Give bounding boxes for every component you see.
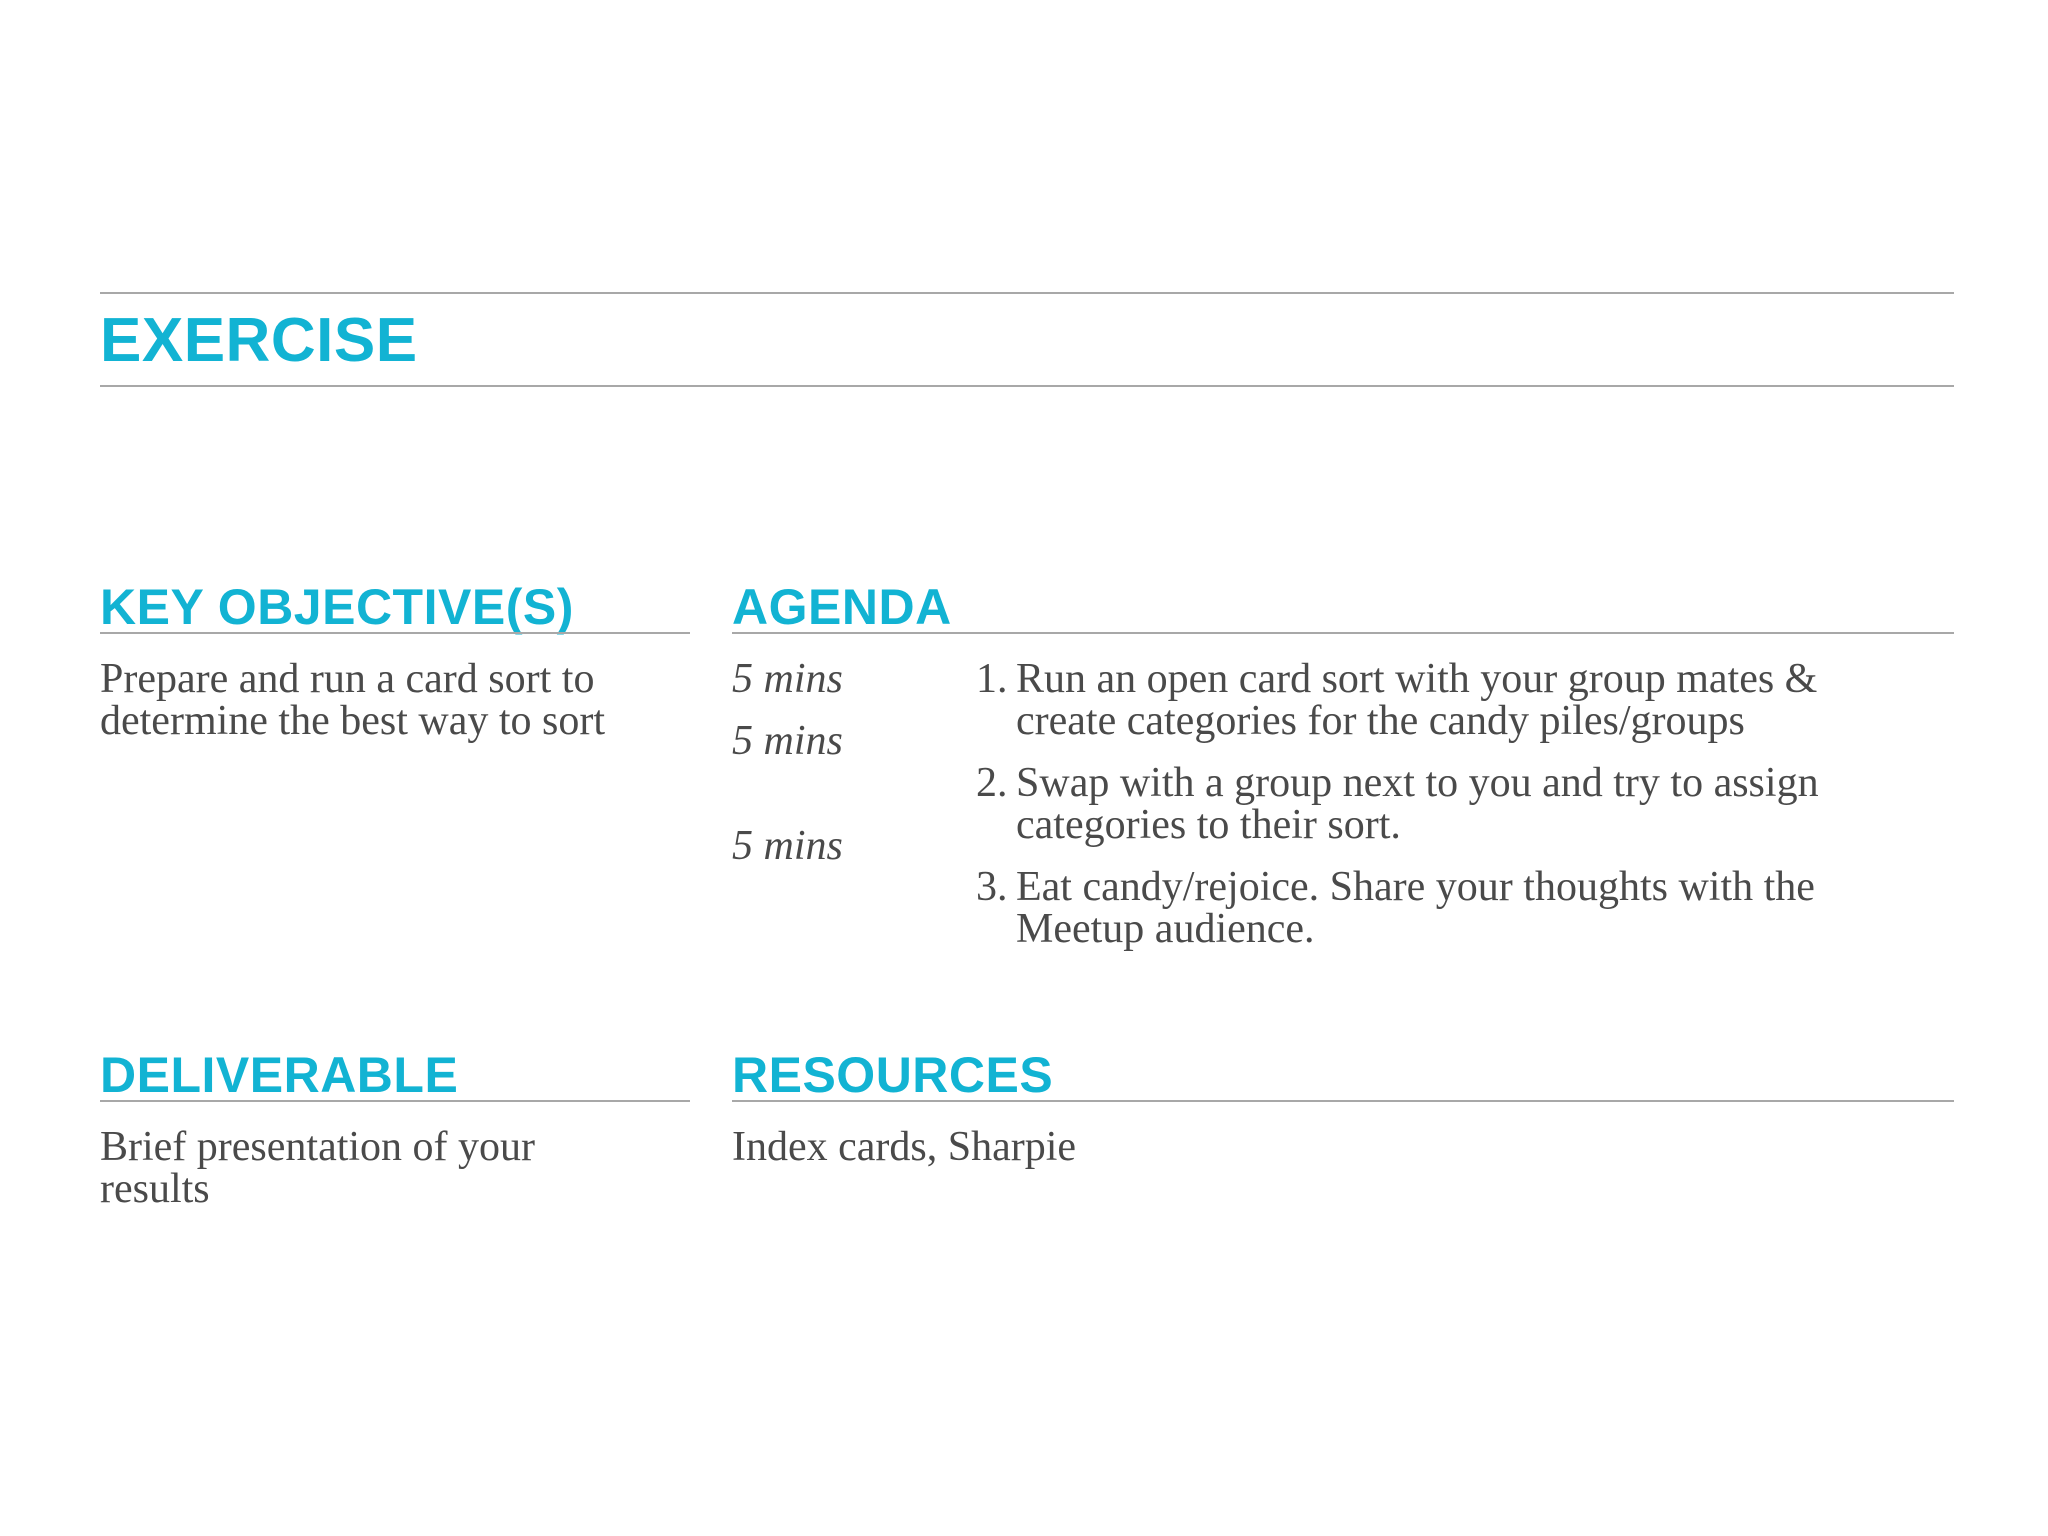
page-title: EXERCISE: [100, 306, 418, 375]
agenda-item-line: Swap with a group next to you and try to assign: [1016, 760, 1819, 806]
resources-rule: [732, 1100, 1954, 1102]
deliverable-rule: [100, 1100, 690, 1102]
deliverable-line: Brief presentation of your: [100, 1124, 536, 1170]
agenda-item-line: Meetup audience.: [1016, 906, 1315, 952]
resources-heading: RESOURCES: [732, 1047, 1054, 1103]
agenda-time: 5 mins: [732, 823, 843, 869]
agenda-time: 5 mins: [732, 656, 843, 702]
agenda-item-line: Eat candy/rejoice. Share your thoughts with the: [1016, 864, 1815, 910]
agenda-item-text: [1016, 658, 1916, 742]
agenda-item-line: create categories for the candy piles/groups: [1016, 698, 1745, 744]
objectives-text: [100, 658, 700, 742]
agenda-item-text: [1016, 866, 1916, 950]
deliverable-line: results: [100, 1166, 210, 1212]
deliverable-heading: DELIVERABLE: [100, 1047, 459, 1103]
agenda-item-text: [1016, 762, 1916, 846]
title-top-rule: [100, 292, 1954, 294]
agenda-item-line: Run an open card sort with your group mates &: [1016, 656, 1818, 702]
agenda-item-number: 2.: [976, 760, 1008, 806]
agenda-item-number: 1.: [976, 656, 1008, 702]
resources-text: Index cards, Sharpie: [732, 1124, 1077, 1170]
agenda-heading: AGENDA: [732, 579, 952, 635]
objectives-line: Prepare and run a card sort to: [100, 656, 595, 702]
agenda-item-line: categories to their sort.: [1016, 802, 1401, 848]
agenda-item-number: 3.: [976, 864, 1008, 910]
objectives-heading: KEY OBJECTIVE(S): [100, 579, 574, 635]
deliverable-text: [100, 1126, 700, 1210]
objectives-rule: [100, 632, 690, 634]
objectives-line: determine the best way to sort: [100, 698, 606, 744]
agenda-rule: [732, 632, 1954, 634]
title-bottom-rule: [100, 385, 1954, 387]
agenda-time: 5 mins: [732, 718, 843, 764]
